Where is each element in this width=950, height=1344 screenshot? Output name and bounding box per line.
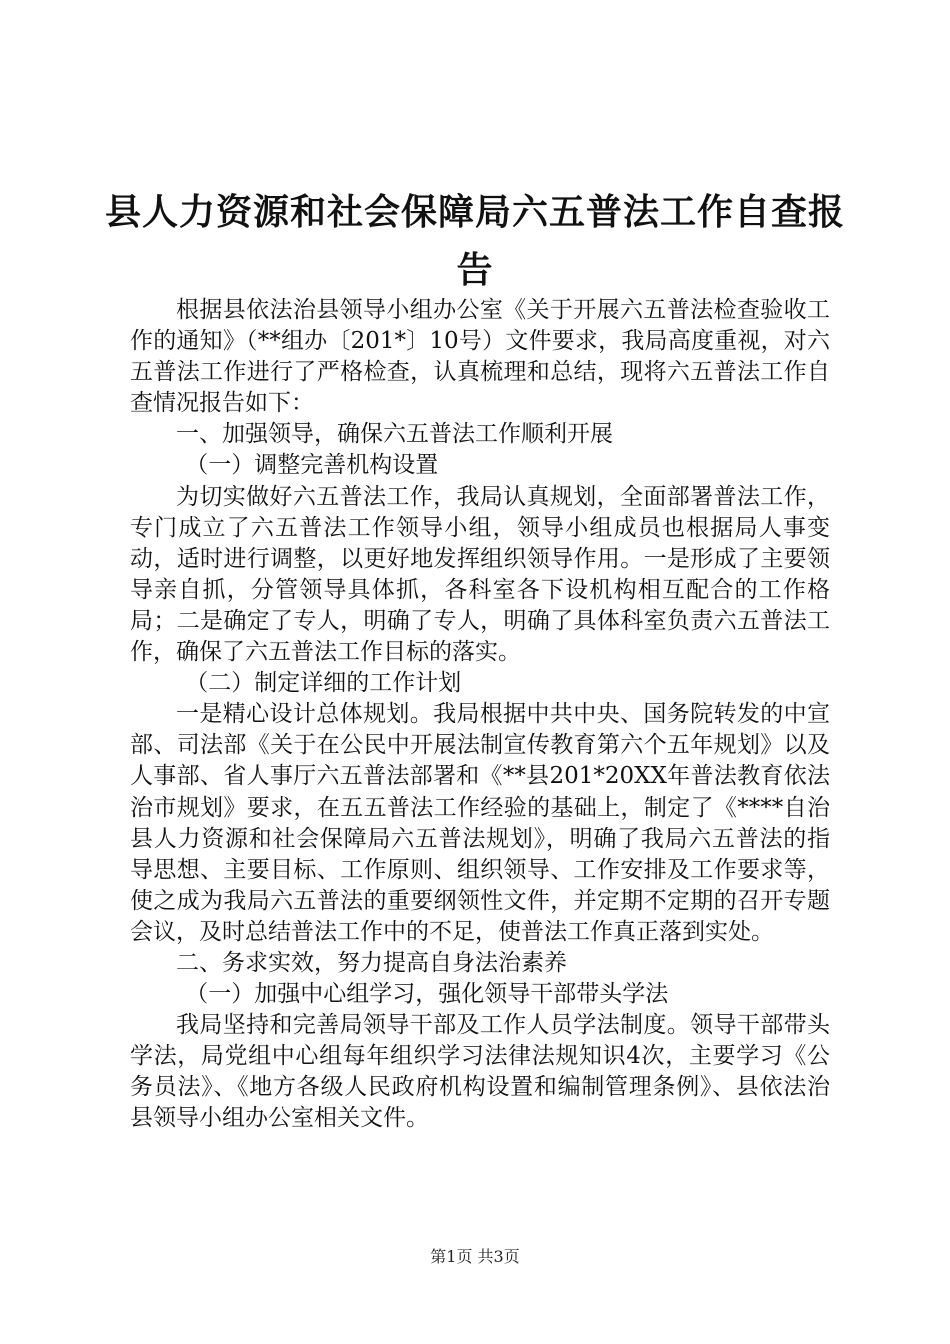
paragraph-1-2: 一是精心设计总体规划。我局根据中共中央、国务院转发的中宣部、司法部《关于在公民中开展法制宣传教育第六个五年规划》以及人事部、省人事厅六五普法部署和《**县201*20XX年普法教育依法治市规划》要求，在五五普法工作经验的基础上，制定了《****自治县人力资源和社会保障局六五普法规划》，明确了我局六五普法的指导思想、主要目标、工作原则、组织领导、工作安排及工作要求等，使之成为我局六五普法的重要纲领性文件，并定期不定期的召开专题会议，及时总结普法工作中的不足，使普法工作真正落到实处。 [130,701,830,945]
document-body [130,295,830,1135]
page-footer: 第1页 共3页 [430,1247,520,1266]
document-title: 县人力资源和社会保障局六五普法工作自查报告 [104,191,845,291]
subsection-heading-1-1: （一）调整完善机构设置 [185,452,439,479]
subsection-heading-1-2: （二）制定详细的工作计划 [185,670,462,697]
paragraph-intro: 根据县依法治县领导小组办公室《关于开展六五普法检查验收工作的通知》（**组办〔201*〕10号）文件要求，我局高度重视，对六五普法工作进行了严格检查，认真梳理和总结，现将六五普法工作自查情况报告如下： [130,297,830,417]
paragraph-1-1: 为切实做好六五普法工作，我局认真规划，全面部署普法工作，专门成立了六五普法工作领导小组，领导小组成员也根据局人事变动，适时进行调整，以更好地发挥组织领导作用。一是形成了主要领导亲自抓，分管领导具体抓，各科室各下设机构相互配合的工作格局；二是确定了专人，明确了专人，明确了具体科室负责六五普法工作，确保了六五普法工作目标的落实。 [130,483,830,666]
subsection-heading-2-1: （一）加强中心组学习，强化领导干部带头学法 [185,981,669,1008]
section-heading-1: 一、加强领导，确保六五普法工作顺利开展 [176,421,613,448]
section-heading-2: 二、务求实效，努力提高自身法治素养 [176,949,567,976]
paragraph-2-1: 我局坚持和完善局领导干部及工作人员学法制度。领导干部带头学法，局党组中心组每年组织学习法律法规知识4次，主要学习《公务员法》、《地方各级人民政府机构设置和编制管理条例》、县依法治县领导小组办公室相关文件。 [130,1012,830,1132]
